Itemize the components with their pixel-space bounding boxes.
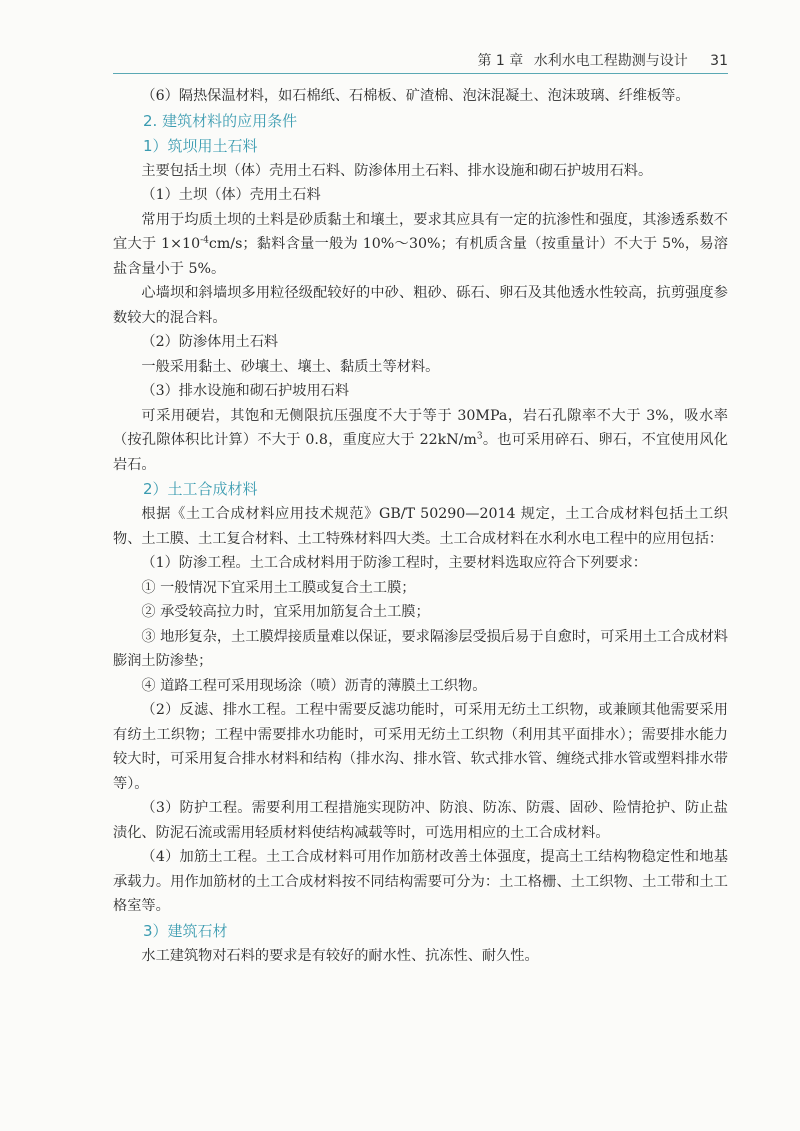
section-heading: 2. 建筑材料的应用条件 [143,111,298,130]
paragraph: 根据《土工合成材料应用技术规范》GB/T 50290—2014 规定，土工合成材料包括土工织物、土工膜、土工复合材料、土工特殊材料四大类。土工合成材料在水利水电工程中的应用包括： [113,506,728,547]
subsection-heading: 2）土工合成材料 [143,480,258,498]
list-item: （4）加筋土工程。土工合成材料可用作加筋材改善土体强度，提高土工结构物稳定性和地基承载力。用作加筋材的土工合成材料按不同结构需要可分为：土工格栅、土工织物、土工带和土工格室等。 [113,849,728,914]
running-header [113,50,728,72]
list-item: ④ 道路工程可采用现场涂（喷）沥青的薄膜土工织物。 [141,677,487,694]
paragraph: 可采用硬岩，其饱和无侧限抗压强度不大于等于 30MPa，岩石孔隙率不大于 3%，吸水率（按孔隙体积比计算）不大于 0.8，重度应大于 $22kN/m^3$。也可采用碎石、卵石，不宜使用风化岩石。 [113,407,728,473]
subsection-heading: 3）建筑石材 [143,921,228,940]
list-item-heading: （2）防渗体用土石料 [141,334,279,350]
list-item: （1）防渗工程。土工合成材料用于防渗工程时，主要材料选取应符合下列要求： [141,555,647,571]
list-item-heading: （1）土坝（体）壳用土石料 [141,187,321,203]
list-item: （2）反滤、排水工程。工程中需要反滤功能时，可采用无纺土工织物，或兼顾其他需要采用有纺土工织物；工程中需要排水功能时，可采用无纺土工织物（利用其平面排水）；需要排水能力较大时，可采用复合排水材料和结构（排水沟、排水管、软式排水管、缠绕式排水管或塑料排水带等）。 [113,702,728,792]
paragraph: （6）隔热保温材料，如石棉纸、石棉板、矿渣棉、泡沫混凝土、泡沫玻璃、纤维板等。 [141,88,690,104]
chapter-label: 第 1 章 [477,53,524,69]
paragraph: 主要包括土坝（体）壳用土石料、防渗体用土石料、排水设施和砌石护坡用石料。 [141,162,653,179]
paragraph: 一般采用黏土、砂壤土、壤土、黏质土等材料。 [141,358,440,375]
page-number: 31 [710,53,728,69]
list-item: ③ 地形复杂，土工膜焊接质量难以保证，要求隔渗层受损后易于自愈时，可采用土工合成材料膨润土防渗垫； [113,628,728,669]
paragraph: 常用于均质土坝的土料是砂质黏土和壤土，要求其应具有一定的抗渗性和强度，其渗透系数不宜大于 $1\times 10^{-4}cm/s$；黏料含量一般为 10%～30%；有机质含量（按重量计）不大于 5%，易溶盐含量小于 5%。 [113,211,728,277]
list-item: ① 一般情况下宜采用土工膜或复合土工膜； [141,579,416,596]
list-item: （3）防护工程。需要利用工程措施实现防冲、防浪、防冻、防震、固砂、险情抢护、防止盐渍化、防泥石流或需用轻质材料使结构减载等时，可选用相应的土工合成材料。 [113,800,728,841]
paragraph: 水工建筑物对石料的要求是有较好的耐水性、抗冻性、耐久性。 [141,947,539,964]
chapter-title: 水利水电工程勘测与设计 [533,53,688,69]
list-item: ② 承受较高拉力时，宜采用加筋复合土工膜； [141,604,430,620]
header-rule [113,73,728,74]
page-body [113,84,728,968]
paragraph: 心墙坝和斜墙坝多用粒径级配较好的中砂、粗砂、砾石、卵石及其他透水性较高，抗剪强度参数较大的混合料。 [113,285,728,326]
subsection-heading: 1）筑坝用土石料 [143,136,258,155]
list-item-heading: （3）排水设施和砌石护坡用石料 [141,383,350,399]
